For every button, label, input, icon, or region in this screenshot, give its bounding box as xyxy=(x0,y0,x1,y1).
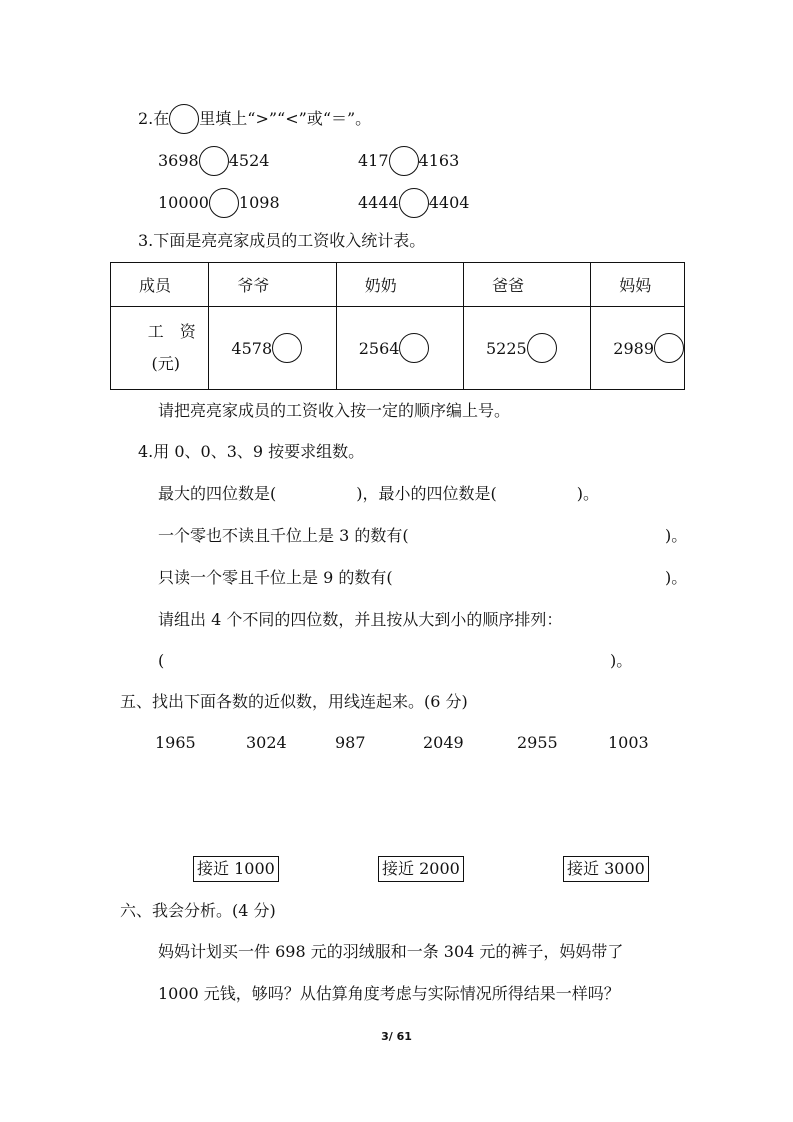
rank-circle[interactable] xyxy=(654,333,684,363)
q2-item xyxy=(358,188,469,218)
table-cell xyxy=(336,307,463,390)
compare-circle[interactable] xyxy=(199,146,229,176)
q4-line5-start: ( xyxy=(158,651,165,670)
q4-line1: 最大的四位数是( )，最小的四位数是( )。 xyxy=(158,484,599,503)
row-label-cell xyxy=(111,307,209,390)
q2-title-after: 里填上“>”“<”或“＝”。 xyxy=(199,109,372,128)
table-row xyxy=(111,307,685,390)
rank-circle[interactable] xyxy=(527,333,557,363)
page-number: 3/ 61 xyxy=(381,1030,412,1043)
q2-left-number: 417 xyxy=(358,151,389,170)
q2-right-number: 4524 xyxy=(228,151,270,170)
section6-title: 六、我会分析。(4 分) xyxy=(120,901,276,920)
q2-right-number: 1098 xyxy=(238,193,280,212)
q4-line3-start: 只读一个零且千位上是 9 的数有( xyxy=(158,568,393,587)
q2-left-number: 10000 xyxy=(158,193,209,212)
q4-line3-end: )。 xyxy=(665,568,688,587)
section6-para2: 1000 元钱，够吗？从估算角度考虑与实际情况所得结果一样吗？ xyxy=(158,984,620,1003)
number-item[interactable]: 987 xyxy=(335,733,366,752)
q3-instruction: 请把亮亮家成员的工资收入按一定的顺序编上号。 xyxy=(158,401,511,420)
q2-item xyxy=(158,146,269,176)
number-item[interactable]: 1003 xyxy=(608,733,649,752)
q4-line5-end: )。 xyxy=(610,651,633,670)
q4-line2-start: 一个零也不读且千位上是 3 的数有( xyxy=(158,526,409,545)
wage-value: 2564 xyxy=(358,338,400,358)
section6-para1: 妈妈计划买一件 698 元的羽绒服和一条 304 元的裤子，妈妈带了 xyxy=(158,942,624,961)
approx-box[interactable]: 接近 3000 xyxy=(563,856,649,882)
rank-circle[interactable] xyxy=(272,333,302,363)
q4-line4: 请组出 4 个不同的四位数，并且按从大到小的顺序排列： xyxy=(158,610,563,629)
wage-table xyxy=(110,262,685,390)
row-label-line2: (元) xyxy=(151,354,180,373)
number-item[interactable]: 2955 xyxy=(517,733,558,752)
compare-circle[interactable] xyxy=(209,188,239,218)
compare-circle[interactable] xyxy=(399,188,429,218)
approx-box[interactable]: 接近 1000 xyxy=(193,856,279,882)
wage-value: 4578 xyxy=(231,338,273,358)
row-label-line1: 工 资 xyxy=(147,322,196,341)
q2-title xyxy=(138,104,371,134)
wage-value: 2989 xyxy=(613,338,654,358)
answer-circle xyxy=(169,104,199,134)
q2-right-number: 4404 xyxy=(428,193,470,212)
q2-item xyxy=(358,146,459,176)
approx-box[interactable]: 接近 2000 xyxy=(378,856,464,882)
q2-title-before: 2.在 xyxy=(138,109,170,128)
table-header-cell: 成员 xyxy=(111,263,209,307)
table-header-cell: 奶奶 xyxy=(336,263,463,307)
number-item[interactable]: 2049 xyxy=(423,733,464,752)
q4-title: 4.用 0、0、3、9 按要求组数。 xyxy=(138,442,365,461)
table-cell xyxy=(209,307,336,390)
table-cell xyxy=(463,307,590,390)
rank-circle[interactable] xyxy=(399,333,429,363)
q2-left-number: 4444 xyxy=(358,193,399,212)
table-header-cell: 妈妈 xyxy=(591,263,685,307)
table-header-cell: 爸爸 xyxy=(463,263,590,307)
section5-title: 五、找出下面各数的近似数，用线连起来。(6 分) xyxy=(120,692,468,711)
q4-line2-end: )。 xyxy=(665,526,688,545)
q2-left-number: 3698 xyxy=(158,151,199,170)
compare-circle[interactable] xyxy=(389,146,419,176)
q3-title: 3.下面是亮亮家成员的工资收入统计表。 xyxy=(138,231,426,250)
table-header-cell: 爷爷 xyxy=(209,263,336,307)
q2-right-number: 4163 xyxy=(418,151,460,170)
number-item[interactable]: 3024 xyxy=(246,733,287,752)
q2-item xyxy=(158,188,280,218)
number-item[interactable]: 1965 xyxy=(155,733,196,752)
table-header-row xyxy=(111,263,685,307)
wage-value: 5225 xyxy=(485,338,527,358)
table-cell xyxy=(591,307,685,390)
